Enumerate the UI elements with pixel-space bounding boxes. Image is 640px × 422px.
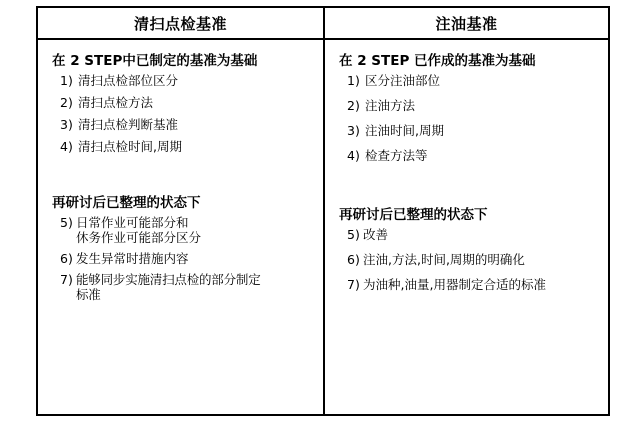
list-item bbox=[52, 73, 317, 88]
list-item bbox=[52, 215, 317, 245]
list-item bbox=[339, 252, 602, 267]
list-item bbox=[339, 98, 602, 113]
cell-content bbox=[38, 40, 323, 302]
item-number: 4) bbox=[60, 139, 73, 154]
item-text: 检查方法等 bbox=[365, 148, 428, 163]
item-text bbox=[76, 215, 317, 245]
item-number: 5) bbox=[60, 215, 73, 230]
header-cell-lubrication bbox=[325, 8, 608, 38]
item-text: 区分注油部位 bbox=[365, 73, 441, 88]
list-item bbox=[339, 277, 602, 292]
item-text: 注油,方法,时间,周期的明确化 bbox=[363, 252, 525, 267]
item-text: 注油方法 bbox=[365, 98, 416, 113]
item-text-line1: 日常作业可能部分和 bbox=[76, 215, 189, 230]
item-text: 清扫点检判断基准 bbox=[78, 117, 179, 132]
item-text-line2: 休务作业可能部分区分 bbox=[76, 230, 202, 245]
item-text: 清扫点检时间,周期 bbox=[78, 139, 182, 154]
section-title-review: 再研讨后已整理的状态下 bbox=[52, 195, 201, 211]
comparison-table bbox=[36, 6, 610, 416]
section-title-review: 再研讨后已整理的状态下 bbox=[339, 207, 488, 223]
item-text: 清扫点检部位区分 bbox=[78, 73, 179, 88]
item-number: 7) bbox=[347, 277, 360, 292]
list-item bbox=[339, 227, 602, 242]
item-text: 改善 bbox=[363, 227, 389, 242]
list-review-items bbox=[339, 227, 602, 292]
item-text: 为油种,油量,用器制定合适的标准 bbox=[363, 277, 546, 292]
list-item bbox=[52, 95, 317, 110]
list-item bbox=[52, 272, 317, 302]
item-number: 3) bbox=[347, 123, 360, 138]
header-cell-cleaning-inspection bbox=[38, 8, 325, 38]
body-cell-cleaning-inspection bbox=[38, 40, 325, 414]
item-number: 6) bbox=[347, 252, 360, 267]
item-number: 3) bbox=[60, 117, 73, 132]
cell-content bbox=[325, 40, 608, 292]
item-number: 1) bbox=[347, 73, 360, 88]
section-spacer bbox=[52, 161, 317, 191]
list-item bbox=[52, 251, 317, 266]
list-item bbox=[339, 148, 602, 163]
list-item bbox=[339, 123, 602, 138]
item-number: 2) bbox=[347, 98, 360, 113]
table-body-row bbox=[38, 40, 608, 414]
item-number: 5) bbox=[347, 227, 360, 242]
list-basis-items bbox=[339, 73, 602, 163]
item-text: 清扫点检方法 bbox=[78, 95, 154, 110]
item-number: 1) bbox=[60, 73, 73, 88]
item-text-line2: 标准 bbox=[76, 287, 101, 302]
item-number: 4) bbox=[347, 148, 360, 163]
column-header-label: 注油基准 bbox=[435, 14, 498, 33]
list-item bbox=[52, 139, 317, 154]
item-text-line1: 能够同步实施清扫点检的部分制定 bbox=[76, 272, 261, 287]
column-header-label: 清扫点检基准 bbox=[133, 14, 227, 33]
item-text: 发生异常时措施内容 bbox=[76, 251, 189, 266]
item-text: 注油时间,周期 bbox=[365, 123, 444, 138]
section-spacer bbox=[339, 173, 602, 203]
section-title-basis: 在 2 STEP 已作成的基准为基础 bbox=[339, 53, 536, 69]
item-text bbox=[76, 272, 317, 302]
list-basis-items bbox=[52, 73, 317, 154]
list-item bbox=[339, 73, 602, 88]
table-header-row bbox=[38, 8, 608, 40]
list-review-items bbox=[52, 215, 317, 302]
list-item bbox=[52, 117, 317, 132]
item-number: 7) bbox=[60, 272, 73, 287]
item-number: 2) bbox=[60, 95, 73, 110]
section-title-basis: 在 2 STEP中已制定的基准为基础 bbox=[52, 53, 258, 69]
body-cell-lubrication bbox=[325, 40, 608, 414]
item-number: 6) bbox=[60, 251, 73, 266]
